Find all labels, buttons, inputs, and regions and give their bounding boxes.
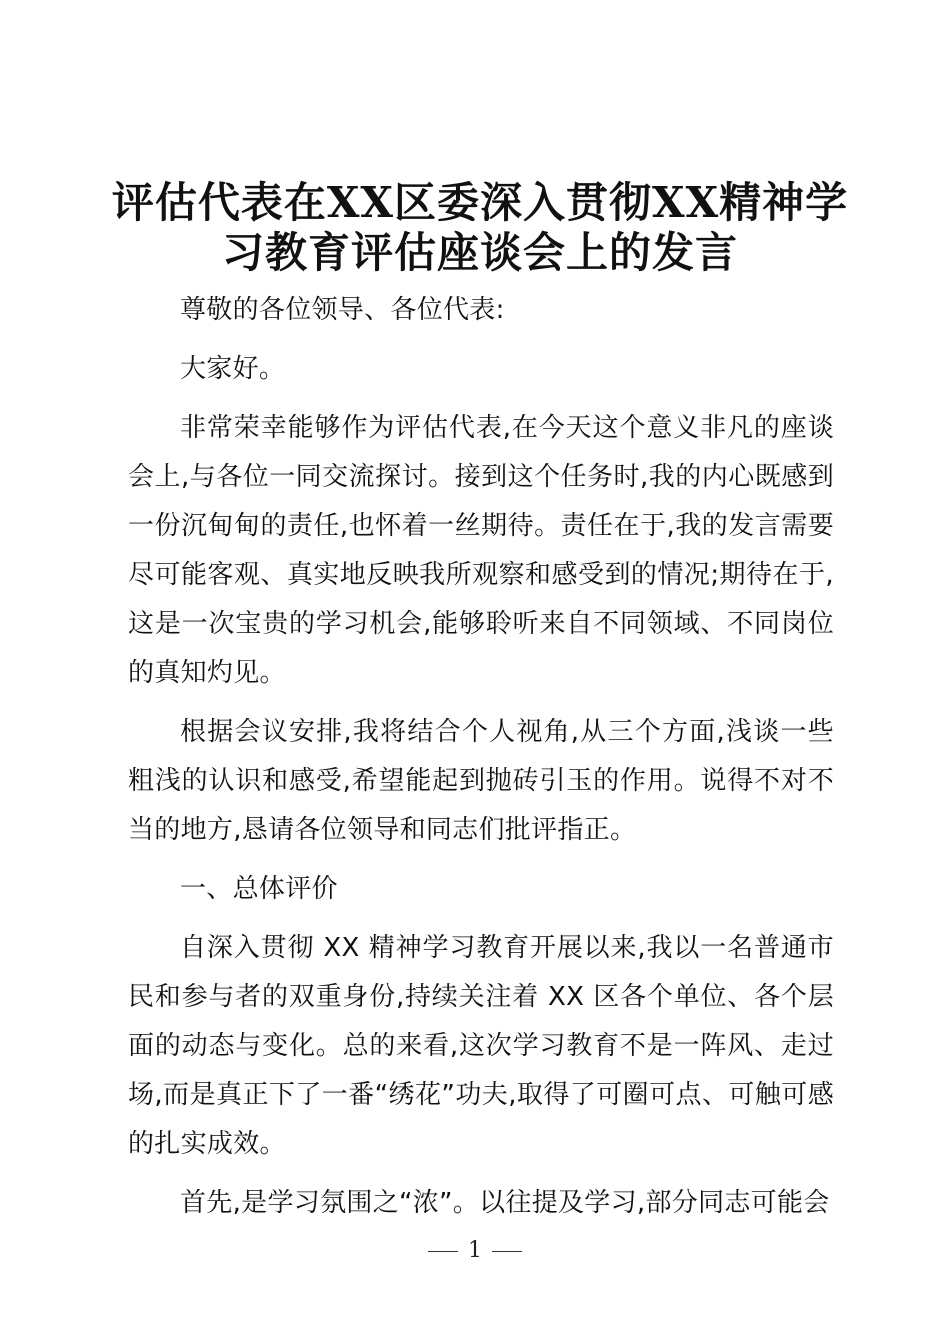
- page-number: 1: [468, 1238, 482, 1263]
- footer-dash-left: [428, 1251, 458, 1252]
- body-paragraph: 首先,是学习氛围之“浓”。以往提及学习,部分同志可能会: [180, 1188, 830, 1218]
- section-heading: 一、总体评价: [180, 874, 338, 904]
- page-footer: [0, 1238, 950, 1263]
- body-paragraph: 非常荣幸能够作为评估代表,在今天这个意义非凡的座谈会上,与各位一同交流探讨。接到这个任务时,我的内心既感到一份沉甸甸的责任,也怀着一丝期待。责任在于,我的发言需要尽可能客观、真实地反映我所观察和感受到的情况;期待在于,这是一次宝贵的学习机会,能够聆听来自不同领域、不同岗位的真知灼见。: [128, 413, 834, 688]
- document-title: 评估代表在XX区委深入贯彻XX精神学习教育评估座谈会上的发言: [111, 178, 849, 277]
- body-paragraph: 自深入贯彻 XX 精神学习教育开展以来,我以一名普通市民和参与者的双重身份,持续关注着 XX 区各个单位、各个层面的动态与变化。总的来看,这次学习教育不是一阵风、走过场,而是真正下了一番“绣花”功夫,取得了可圈可点、可触可感的扎实成效。: [128, 933, 834, 1159]
- greeting: 大家好。: [180, 354, 286, 384]
- body-paragraph: 根据会议安排,我将结合个人视角,从三个方面,浅谈一些粗浅的认识和感受,希望能起到抛砖引玉的作用。说得不对不当的地方,恳请各位领导和同志们批评指正。: [128, 717, 834, 845]
- salutation: 尊敬的各位领导、各位代表:: [180, 295, 505, 325]
- document-body: [128, 286, 834, 1238]
- footer-dash-right: [492, 1251, 522, 1252]
